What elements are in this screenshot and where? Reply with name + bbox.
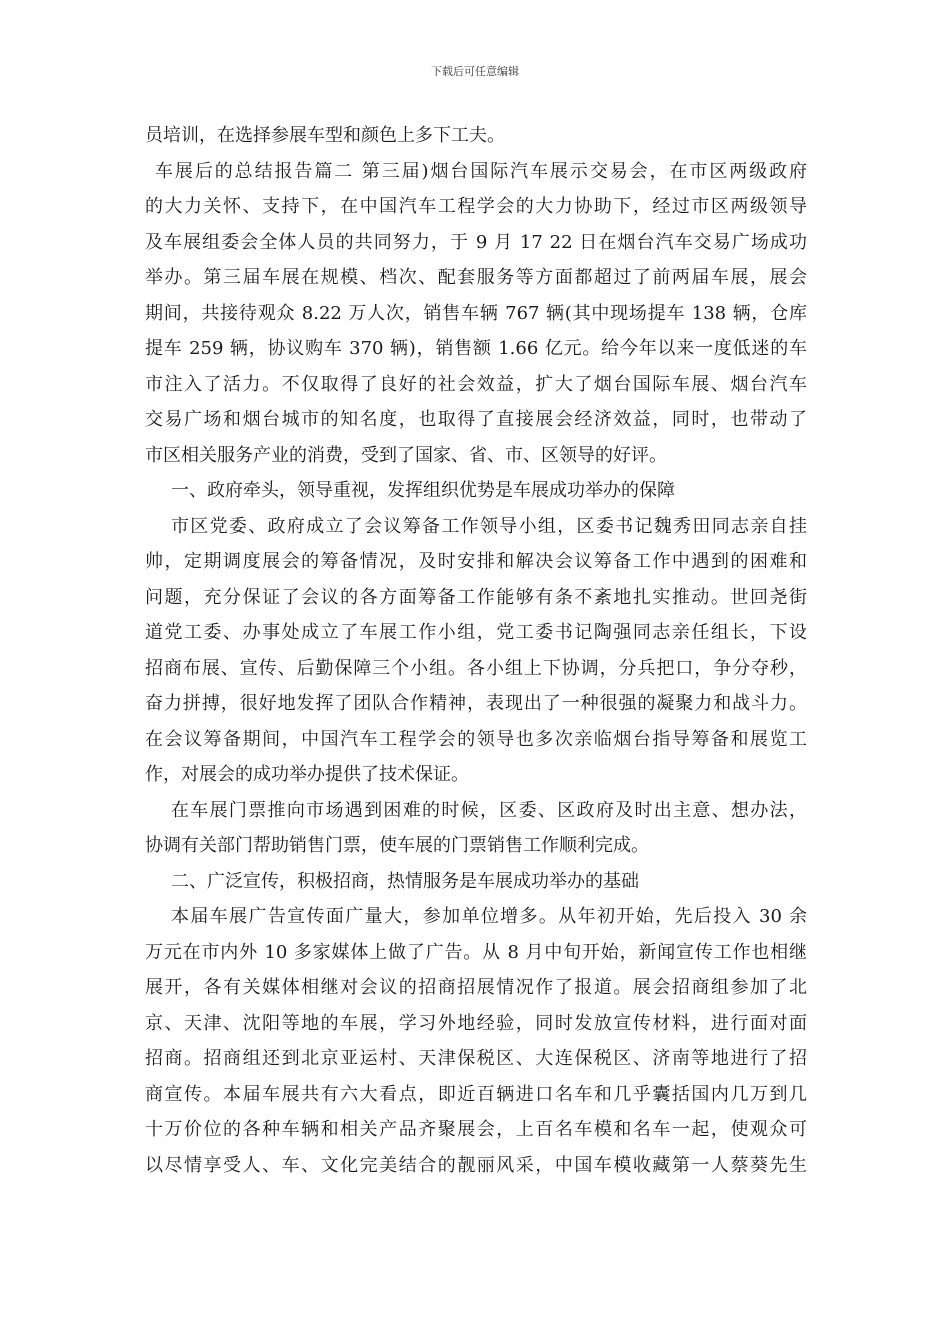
body-line: 提车 259 辆，协议购车 370 辆)，销售额 1.66 亿元。给今年以来一度低迷的车: [145, 338, 807, 359]
body-line: 奋力拼搏，很好地发挥了团队合作精神，表现出了一种很强的凝聚力和战斗力。: [145, 693, 807, 714]
body-line: 帅，定期调度展会的筹备情况，及时安排和解决会议筹备工作中遇到的困难和: [145, 551, 807, 572]
document-body: [145, 118, 807, 1183]
body-line: 招商。招商组还到北京亚运村、天津保税区、大连保税区、济南等地进行了招: [145, 1048, 807, 1069]
body-line: 在车展门票推向市场遇到困难的时候，区委、区政府及时出主意、想办法，: [171, 799, 807, 821]
body-line: 市区党委、政府成立了会议筹备工作领导小组，区委书记魏秀田同志亲自挂: [171, 515, 807, 537]
section-intro-line: 车展后的总结报告篇二 第三届)烟台国际汽车展示交易会，在市区两级政府: [155, 160, 807, 182]
body-line: 商宣传。本届车展共有六大看点，即近百辆进口名车和几乎囊括国内几万到几: [145, 1083, 807, 1105]
body-line: 协调有关部门帮助销售门票，使车展的门票销售工作顺利完成。: [145, 835, 649, 856]
section-heading-2: 二、广泛宣传，积极招商，热情服务是车展成功举办的基础: [171, 870, 639, 892]
body-line: 作，对展会的成功举办提供了技术保证。: [145, 764, 469, 785]
body-line: 展开，各有关媒体相继对会议的招商招展情况作了报道。展会招商组参加了北: [145, 977, 807, 998]
body-line: 本届车展广告宣传面广量大，参加单位增多。从年初开始，先后投入 30 余: [171, 906, 807, 927]
body-line: 招商布展、宣传、后勤保障三个小组。各小组上下协调，分兵把口，争分夺秒，: [145, 657, 807, 679]
body-line: 道党工委、办事处成立了车展工作小组，党工委书记陶强同志亲任组长，下设: [145, 622, 807, 643]
body-line: 举办。第三届车展在规模、档次、配套服务等方面都超过了前两届车展，展会: [145, 267, 807, 288]
body-line: 市注入了活力。不仅取得了良好的社会效益，扩大了烟台国际车展、烟台汽车: [145, 373, 807, 395]
section-heading-1: 一、政府牵头，领导重视，发挥组织优势是车展成功举办的保障: [171, 480, 675, 501]
body-line: 及车展组委会全体人员的共同努力，于 9 月 17 22 日在烟台汽车交易广场成功: [145, 231, 807, 253]
body-line: 十万价位的各种车辆和相关产品齐聚展会，上百名车模和名车一起，使观众可: [145, 1119, 807, 1140]
body-line: 京、天津、沈阳等地的车展，学习外地经验，同时发放宣传材料，进行面对面: [145, 1012, 807, 1034]
body-line: 交易广场和烟台城市的知名度，也取得了直接展会经济效益，同时，也带动了: [145, 409, 807, 430]
body-line: 期间，共接待观众 8.22 万人次，销售车辆 767 辆(其中现场提车 138 辆，仓库: [145, 302, 807, 324]
body-line: 市区相关服务产业的消费，受到了国家、省、市、区领导的好评。: [145, 444, 667, 466]
body-line: 万元在市内外 10 多家媒体上做了广告。从 8 月中旬开始，新闻宣传工作也相继: [145, 941, 807, 963]
body-line: 的大力关怀、支持下，在中国汽车工程学会的大力协助下，经过市区两级领导: [145, 196, 807, 217]
page-header: 下载后可任意编辑: [431, 65, 519, 78]
body-line: 员培训，在选择参展车型和颜色上多下工夫。: [145, 125, 505, 146]
body-line: 问题，充分保证了会议的各方面筹备工作能够有条不紊地扎实推动。世回尧街: [145, 586, 807, 608]
body-line: 以尽情享受人、车、文化完美结合的靓丽风采，中国车模收藏第一人蔡葵先生: [145, 1154, 807, 1176]
body-line: 在会议筹备期间，中国汽车工程学会的领导也多次亲临烟台指导筹备和展览工: [145, 728, 807, 750]
